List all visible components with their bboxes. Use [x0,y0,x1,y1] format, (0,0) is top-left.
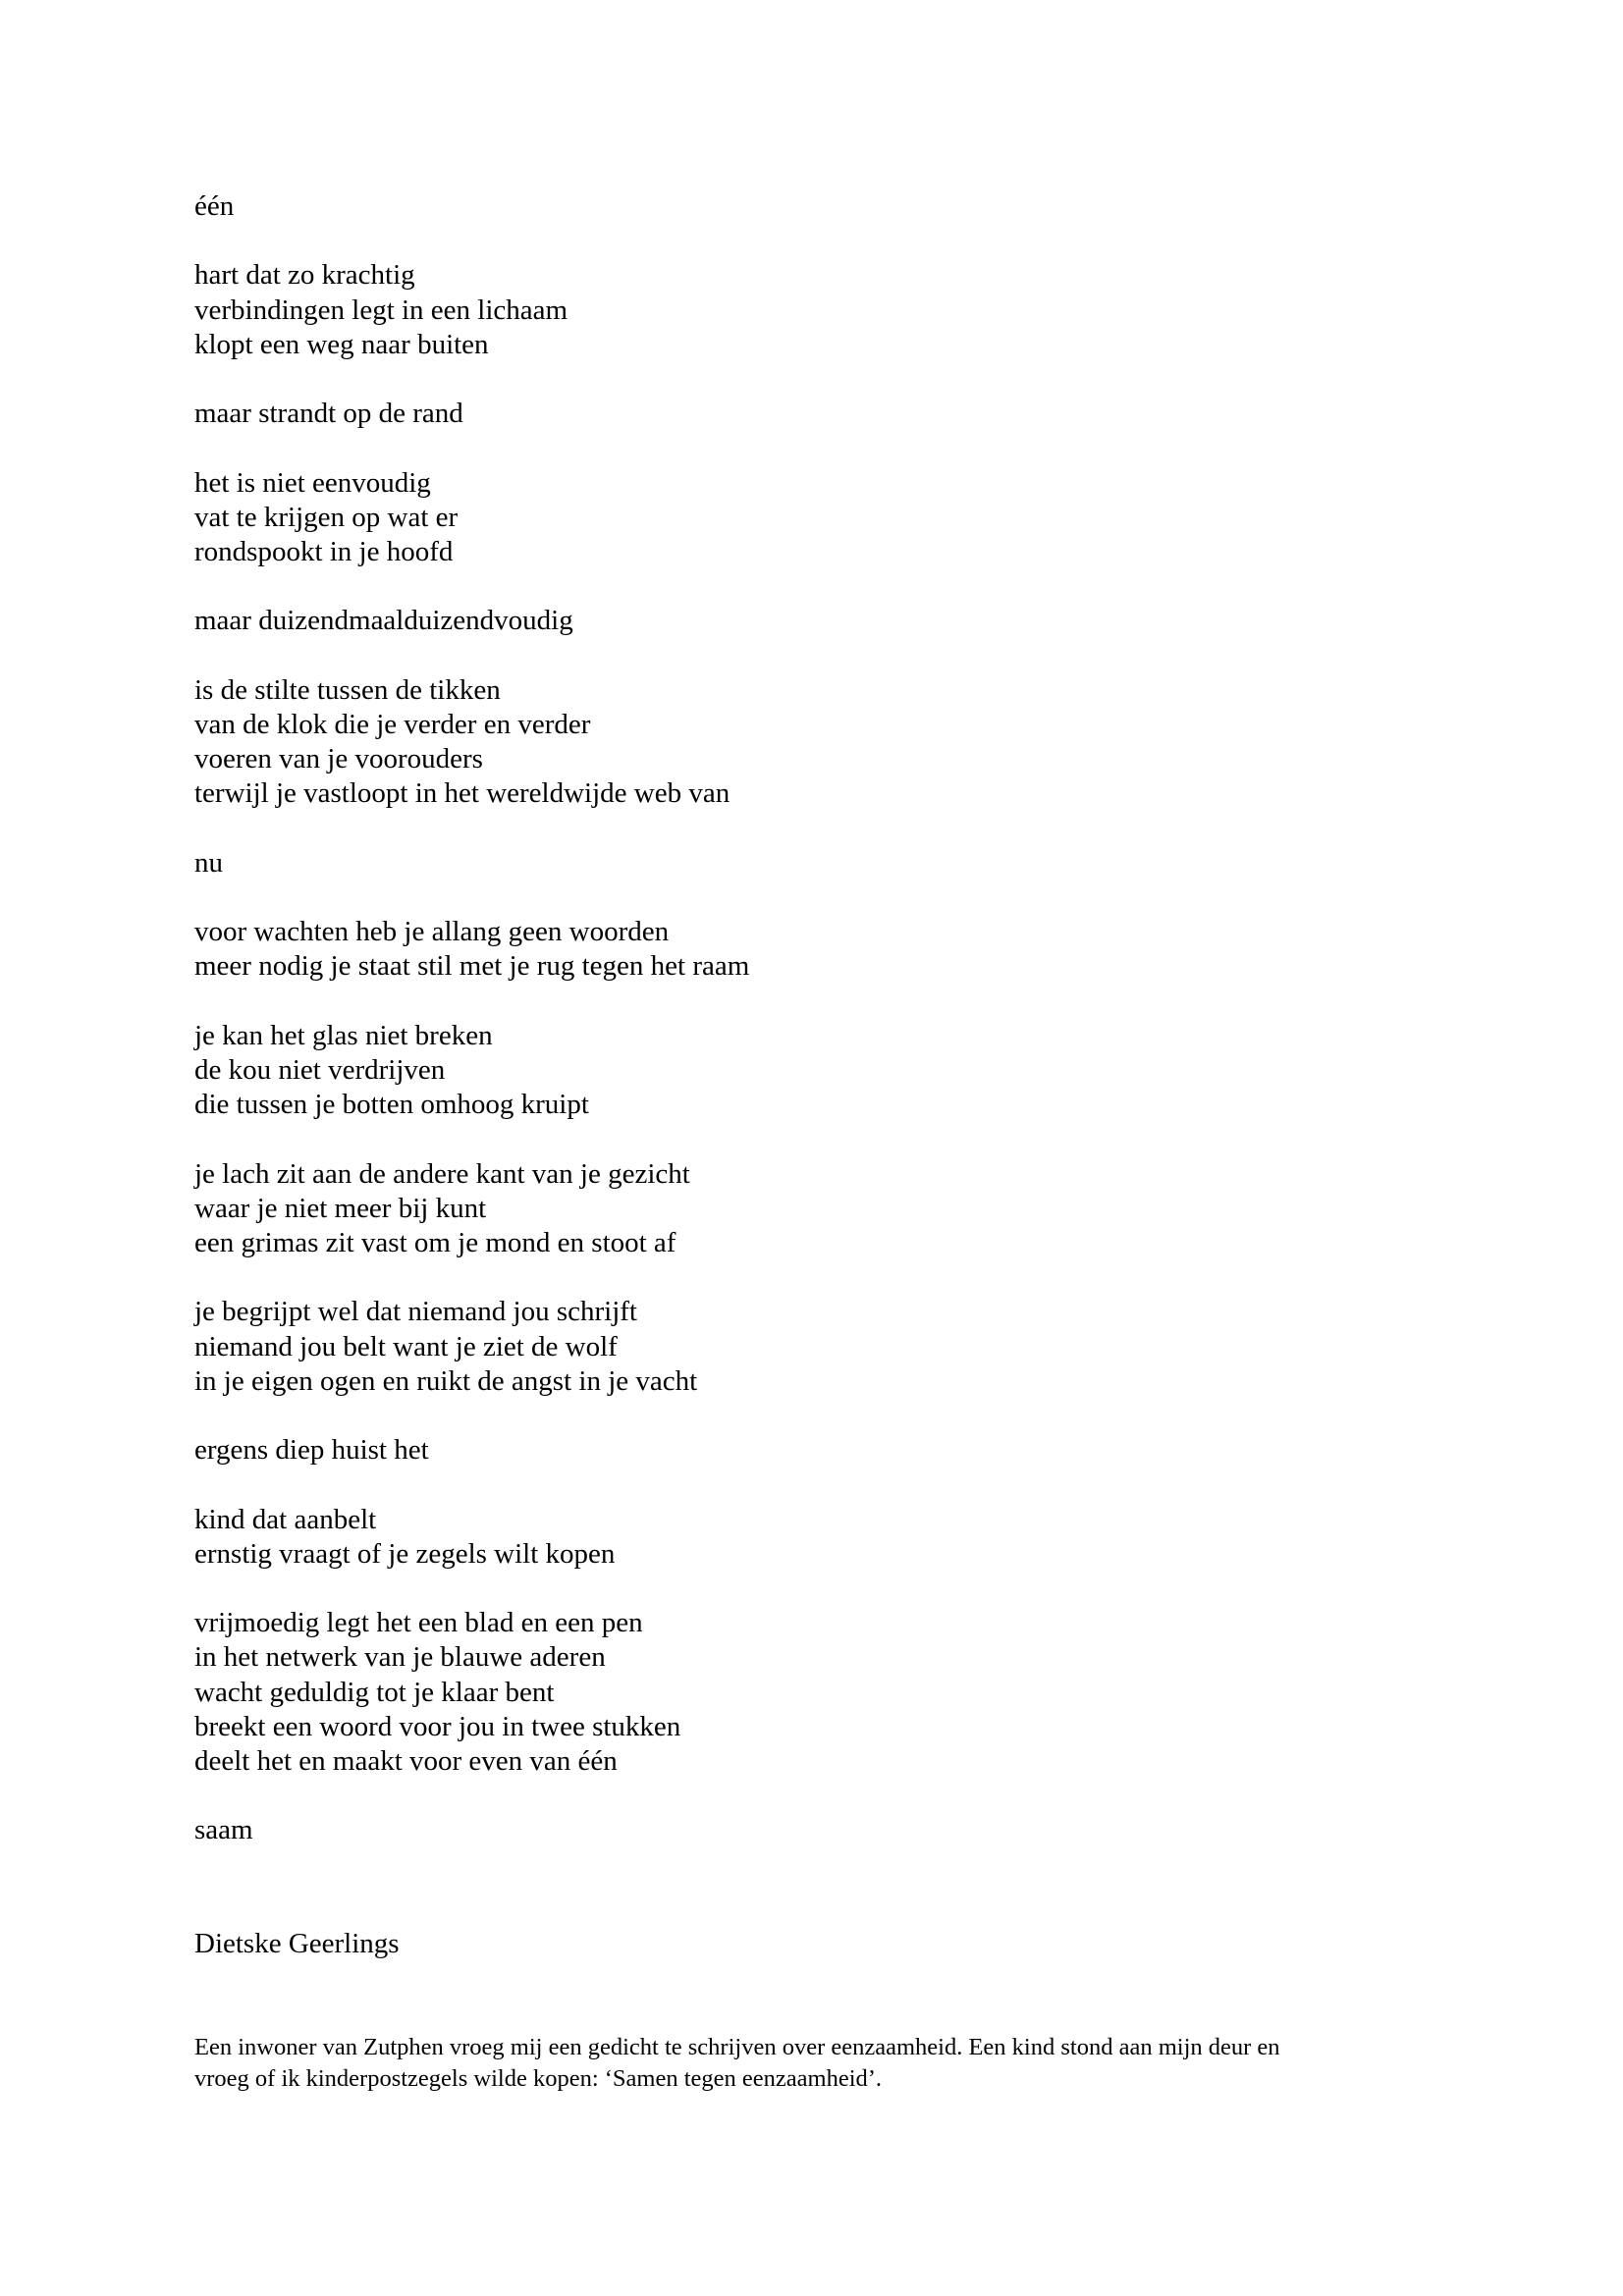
poem-line: je kan het glas niet breken [194,1019,493,1051]
poem-line: voor wachten heb je allang geen woorden [194,916,670,948]
poem-line: die tussen je botten omhoog kruipt [194,1089,589,1121]
poem-line: één [194,190,235,222]
poem-line: klopt een weg naar buiten [194,328,489,360]
note-line: Een inwoner van Zutphen vroeg mij een gedicht te schrijven over eenzaamheid. Een kind stond aan mijn deur en [194,2034,1280,2060]
poem-stanza [194,915,749,984]
poem-stanza [194,1503,749,1572]
poem-line: de kou niet verdrijven [194,1053,446,1086]
poem-line: saam [194,1814,253,1846]
poem-line: een grimas zit vast om je mond en stoot af [194,1226,676,1258]
note-line: vroeg of ik kinderpostzegels wilde kopen: ‘Samen tegen eenzaamheid’. [194,2065,883,2092]
poem-line: deelt het en maakt voor even van één [194,1744,618,1777]
poem-line: je lach zit aan de andere kant van je gezicht [194,1157,690,1190]
poem-stanza [194,1157,749,1261]
poem-line: niemand jou belt want je ziet de wolf [194,1330,618,1362]
poem-line: vat te krijgen op wat er [194,501,459,533]
poem-stanza [194,846,749,881]
poem-line: breekt een woord voor jou in twee stukken [194,1710,681,1742]
poem-stanza [194,466,749,570]
poem-line: wacht geduldig tot je klaar bent [194,1676,555,1708]
poem-line: van de klok die je verder en verder [194,708,591,740]
poem-line: vrijmoedig legt het een blad en een pen [194,1607,643,1639]
poem-stanza [194,1813,749,1847]
poem-line: rondspookt in je hoofd [194,535,454,567]
poem-line: ergens diep huist het [194,1434,429,1467]
poem-stanza [194,1019,749,1123]
poem-line: meer nodig je staat stil met je rug tegen het raam [194,950,750,983]
poem-stanza [194,673,749,812]
poem-line: maar duizendmaalduizendvoudig [194,605,573,637]
poem-stanza [194,1433,749,1468]
poem-line: verbindingen legt in een lichaam [194,294,568,326]
poem-line: maar strandt op de rand [194,398,463,430]
poem-stanza [194,604,749,638]
poem-line: in je eigen ogen en ruikt de angst in je vacht [194,1364,698,1397]
poem-line: waar je niet meer bij kunt [194,1192,487,1224]
poem-line: je begrijpt wel dat niemand jou schrijft [194,1296,637,1328]
poem-line: het is niet eenvoudig [194,466,431,499]
poem-line: is de stilte tussen de tikken [194,673,501,706]
poem-line: terwijl je vastloopt in het wereldwijde web van [194,777,730,810]
poem-stanza [194,258,749,362]
poem-line: in het netwerk van je blauwe aderen [194,1641,606,1674]
poem-line: nu [194,846,223,879]
poem-stanza [194,397,749,431]
poem-line: voeren van je voorouders [194,743,483,775]
poem-line: kind dat aanbelt [194,1503,377,1535]
poem [194,189,749,1883]
poem-stanza [194,1295,749,1399]
author-name: Dietske Geerlings [194,1928,400,1959]
poem-line: hart dat zo krachtig [194,259,415,292]
poem-line: ernstig vraagt of je zegels wilt kopen [194,1537,616,1570]
poem-stanza [194,189,749,224]
author-note [194,2032,1471,2095]
poem-stanza [194,1606,749,1779]
